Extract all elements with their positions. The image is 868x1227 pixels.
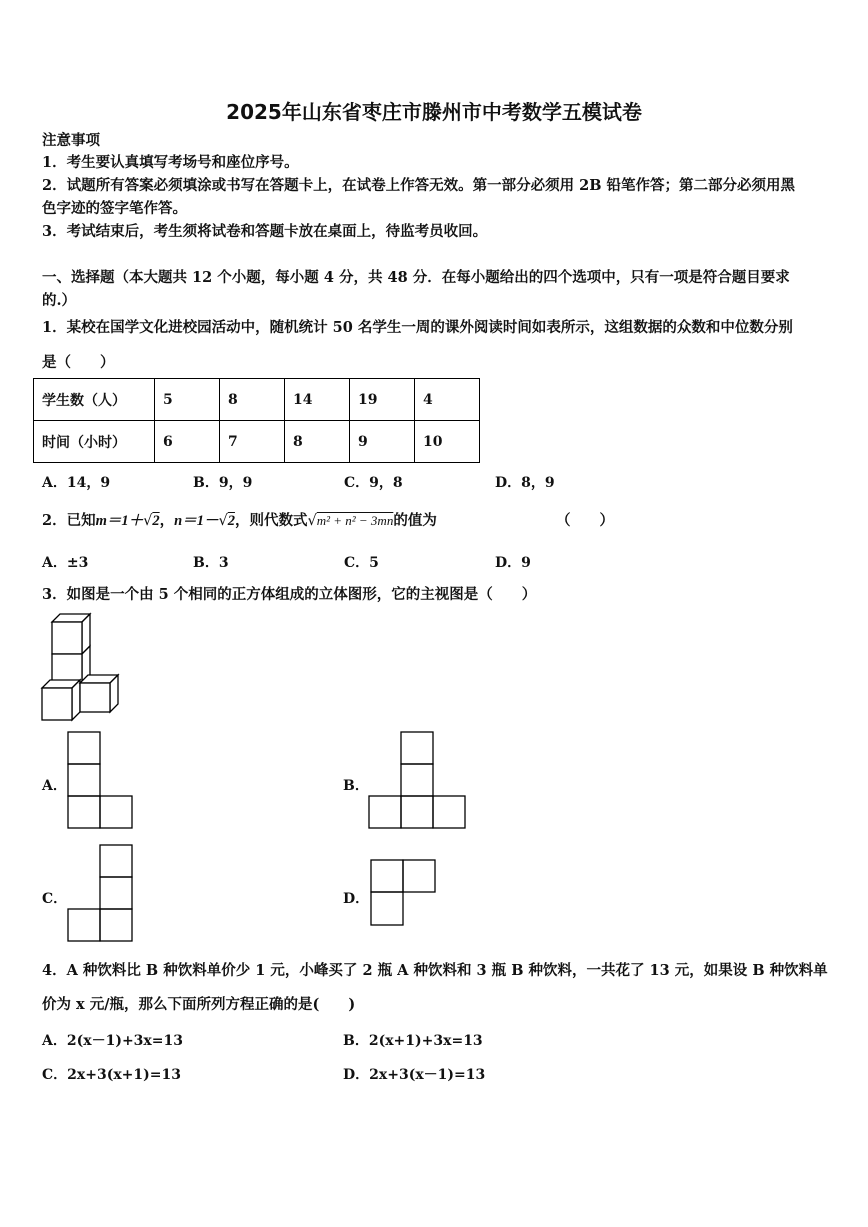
option-b-figure[interactable] [369, 731, 467, 830]
table-cell: 时间（小时） [34, 421, 155, 463]
section-heading-cont: 的.） [42, 292, 77, 309]
question-4-text: 4．A 种饮料比 B 种饮料单价少 1 元，小峰买了 2 瓶 A 种饮料和 3 瓶 B 种饮料，一共花了 13 元，如果设 B 种饮料单 [42, 962, 828, 979]
question-1-text: 1．某校在国学文化进校园活动中，随机统计 50 名学生一周的课外阅读时间如表所示，这组数据的众数和中位数分别 [42, 319, 793, 336]
table-cell: 8 [285, 421, 350, 463]
expression-radicand: m² + n² − 3mn [316, 513, 394, 528]
option-b[interactable]: B．9，9 [193, 475, 253, 491]
option-d[interactable]: D．9 [495, 555, 531, 571]
notice-item: 1．考生要认真填写考场号和座位序号。 [42, 154, 299, 171]
question-3-text: 3．如图是一个由 5 个相同的正方体组成的立体图形，它的主视图是（ ） [42, 586, 537, 603]
table-cell: 9 [350, 421, 415, 463]
option-c-label[interactable]: C． [42, 891, 68, 907]
notice-item: 色字迹的签字笔作答。 [42, 200, 187, 217]
option-a[interactable]: A．±3 [42, 555, 89, 571]
option-c-figure[interactable] [68, 844, 134, 943]
q2-middle: ，则代数式 [234, 512, 308, 529]
option-c[interactable]: C．9，8 [344, 475, 403, 491]
reading-time-table [33, 378, 480, 463]
cube-stack-figure [38, 610, 128, 725]
m-expression: m＝1＋ [95, 513, 144, 529]
page-title: 2025年山东省枣庄市滕州市中考数学五模试卷 [226, 100, 642, 124]
table-cell: 6 [155, 421, 220, 463]
option-d-figure[interactable] [370, 859, 436, 927]
option-a[interactable]: A．2(x－1)+3x=13 [42, 1033, 183, 1049]
answer-paren: （ ） [556, 512, 614, 529]
table-cell: 14 [285, 379, 350, 421]
q2-comma: ， [159, 512, 175, 529]
table-cell: 10 [415, 421, 480, 463]
option-a-label[interactable]: A． [42, 778, 67, 794]
n-expression: n＝1－ [174, 513, 219, 529]
option-c[interactable]: C．5 [344, 555, 379, 571]
option-a[interactable]: A．14，9 [42, 475, 111, 491]
question-1-text-cont: 是（ ） [42, 354, 115, 371]
sqrt-radicand: 2 [152, 513, 160, 529]
table-cell: 5 [155, 379, 220, 421]
sqrt-icon: √ [143, 513, 153, 529]
sqrt-icon: √ [218, 513, 228, 529]
notice-item: 2．试题所有答案必须填涂或书写在答题卡上，在试卷上作答无效。第一部分必须用 2B 铅笔作答；第二部分必须用黑 [42, 177, 796, 194]
table-cell: 8 [220, 379, 285, 421]
table-cell: 19 [350, 379, 415, 421]
table-cell: 学生数（人） [34, 379, 155, 421]
question-2-text [42, 511, 437, 531]
notice-item: 3．考试结束后，考生须将试卷和答题卡放在桌面上，待监考员收回。 [42, 223, 488, 240]
sqrt-radicand: 2 [227, 513, 235, 529]
option-b[interactable]: B．2(x+1)+3x=13 [343, 1033, 483, 1049]
section-heading: 一、选择题（本大题共 12 个小题，每小题 4 分，共 48 分．在每小题给出的四个选项中，只有一项是符合题目要求 [42, 269, 790, 286]
table-cell: 7 [220, 421, 285, 463]
table-cell: 4 [415, 379, 480, 421]
question-4-text-cont: 价为 x 元/瓶，那么下面所列方程正确的是( ) [42, 996, 356, 1013]
option-a-figure[interactable] [68, 731, 134, 830]
q2-suffix: 的值为 [393, 512, 437, 529]
option-b[interactable]: B．3 [193, 555, 229, 571]
option-d-label[interactable]: D． [343, 891, 370, 907]
table-row [34, 379, 480, 421]
option-c[interactable]: C．2x+3(x+1)=13 [42, 1067, 181, 1083]
notice-heading: 注意事项 [42, 132, 100, 149]
table-row [34, 421, 480, 463]
option-b-label[interactable]: B． [343, 778, 369, 794]
sqrt-icon: √ [307, 513, 317, 529]
option-d[interactable]: D．2x+3(x－1)=13 [343, 1067, 486, 1083]
option-d[interactable]: D．8，9 [495, 475, 555, 491]
q2-prefix: 2．已知 [42, 512, 96, 529]
